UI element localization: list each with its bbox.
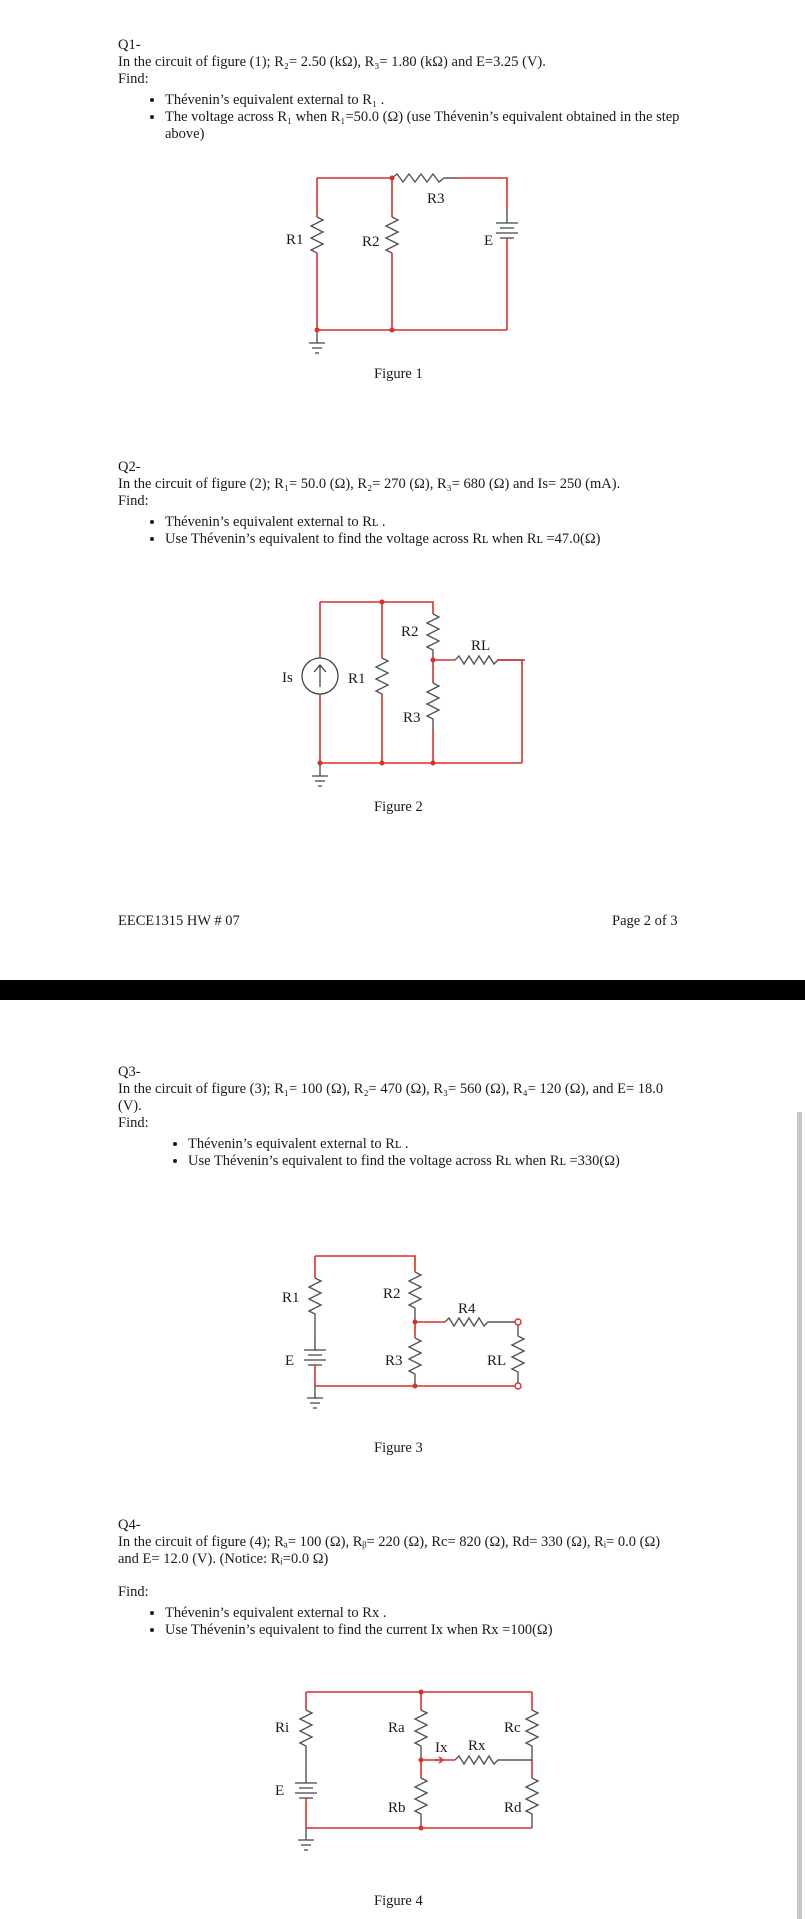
node-dot <box>419 1758 424 1763</box>
question-number: Q1- <box>118 37 141 53</box>
figure-3-caption: Figure 3 <box>374 1440 423 1456</box>
terminal-b <box>515 1383 521 1389</box>
task-list <box>118 514 718 548</box>
ri-resistor <box>300 1710 312 1768</box>
task-item: • Thévenin’s equivalent external to Rʟ . <box>188 1136 678 1153</box>
r3-resistor <box>392 174 458 182</box>
wire <box>458 178 507 210</box>
node-dot <box>315 328 320 333</box>
node-dot <box>419 1690 424 1695</box>
node-dot <box>413 1384 418 1389</box>
task-item: • Use Thévenin’s equivalent to find the voltage across Rʟ when Rʟ =47.0(Ω) <box>165 531 718 548</box>
node-dot <box>380 600 385 605</box>
label-rb: Rb <box>388 1800 406 1816</box>
node-dot <box>390 328 395 333</box>
label-r2: R2 <box>401 624 419 640</box>
rb-resistor <box>415 1778 427 1828</box>
terminal-a <box>515 1319 521 1325</box>
figure-2-caption: Figure 2 <box>374 799 423 815</box>
ground-icon <box>309 343 325 353</box>
current-direction-arrow-icon <box>435 1757 443 1763</box>
find-label: Find: <box>118 71 149 87</box>
task-item: • Thévenin’s equivalent external to R₁ . <box>165 92 718 109</box>
question-intro: In the circuit of figure (1); R₂= 2.50 (kΩ), R₃= 1.80 (kΩ) and E=3.25 (V). <box>118 54 546 70</box>
question-number: Q4- <box>118 1517 141 1533</box>
question-intro: In the circuit of figure (3); R₁= 100 (Ω), R₂= 470 (Ω), R₃= 560 (Ω), R₄= 120 (Ω), and E= 18.0 (V). <box>118 1081 664 1114</box>
question-2 <box>118 459 718 548</box>
label-ri: Ri <box>275 1720 290 1736</box>
r2-resistor <box>409 1272 421 1322</box>
label-r1: R1 <box>282 1290 300 1306</box>
label-r3: R3 <box>403 710 421 726</box>
label-rx: Rx <box>468 1738 486 1754</box>
question-4 <box>118 1517 678 1639</box>
figure-4-caption: Figure 4 <box>374 1893 423 1909</box>
r2-resistor <box>386 217 398 253</box>
page-separator <box>0 980 805 1000</box>
task-item: • Use Thévenin’s equivalent to find the current Ix when Rx =100(Ω) <box>165 1622 678 1639</box>
find-label: Find: <box>118 1115 149 1131</box>
question-number: Q3- <box>118 1064 141 1080</box>
footer-page-number: Page 2 of 3 <box>612 913 678 929</box>
ground-icon <box>312 776 328 786</box>
node-dot <box>318 761 323 766</box>
task-list <box>118 92 718 143</box>
ground-icon <box>307 1398 323 1408</box>
figure-1-circuit <box>270 165 530 365</box>
label-is: Is <box>282 670 293 686</box>
question-intro: In the circuit of figure (4); Rₐ= 100 (Ω), Rᵦ= 220 (Ω), Rc= 820 (Ω), Rd= 330 (Ω), Rᵢ= 0.0 (Ω) and E= 12.0 (V). (Notice: Rᵢ=0.0 Ω) <box>118 1534 661 1567</box>
label-r1: R1 <box>286 232 304 248</box>
figure-2-circuit <box>270 590 540 790</box>
ra-resistor <box>415 1710 427 1760</box>
wire <box>315 1256 415 1272</box>
r4-resistor <box>445 1318 515 1326</box>
figure-1-caption: Figure 1 <box>374 366 423 382</box>
wire <box>497 660 522 763</box>
label-rl: RL <box>471 638 491 654</box>
rl-resistor <box>512 1325 524 1383</box>
document-page-3 <box>0 1000 805 1919</box>
label-r4: R4 <box>458 1301 476 1317</box>
find-label: Find: <box>118 1584 149 1600</box>
e-battery-symbol <box>496 223 518 238</box>
question-number: Q2- <box>118 459 141 475</box>
r3-resistor <box>409 1338 421 1386</box>
question-intro: In the circuit of figure (2); R₁= 50.0 (Ω), R₂= 270 (Ω), R₃= 680 (Ω) and Is= 250 (mA). <box>118 476 621 492</box>
vertical-scrollbar[interactable] <box>797 1112 802 1919</box>
label-e: E <box>484 233 494 249</box>
task-list <box>118 1605 678 1639</box>
task-item: • Thévenin’s equivalent external to Rʟ . <box>165 514 718 531</box>
label-r3: R3 <box>385 1353 403 1369</box>
r2-resistor <box>427 614 439 660</box>
r1-resistor <box>309 1278 321 1336</box>
label-r2: R2 <box>362 234 380 250</box>
label-e: E <box>285 1353 295 1369</box>
label-rd: Rd <box>504 1800 522 1816</box>
figure-4-circuit <box>270 1680 550 1890</box>
r1-resistor <box>376 658 388 694</box>
node-dot <box>413 1320 418 1325</box>
task-item: • Thévenin’s equivalent external to Rx . <box>165 1605 678 1622</box>
node-dot <box>419 1826 424 1831</box>
question-3 <box>118 1064 678 1170</box>
e-battery-symbol <box>304 1350 326 1365</box>
node-dot <box>380 761 385 766</box>
find-label: Find: <box>118 493 149 509</box>
task-list <box>118 1136 678 1170</box>
rd-resistor <box>526 1778 538 1828</box>
arrow-up-icon <box>314 665 326 687</box>
label-r2: R2 <box>383 1286 401 1302</box>
task-item: • Use Thévenin’s equivalent to find the voltage across Rʟ when Rʟ =330(Ω) <box>188 1153 678 1170</box>
node-dot <box>431 761 436 766</box>
ground-icon <box>298 1840 314 1850</box>
label-rc: Rc <box>504 1720 521 1736</box>
e-battery-symbol <box>295 1783 317 1798</box>
label-rl: RL <box>487 1353 507 1369</box>
figure-3-circuit <box>270 1250 550 1440</box>
label-r1: R1 <box>348 671 366 687</box>
node-dot <box>390 176 395 181</box>
node-dot <box>431 658 436 663</box>
question-1 <box>118 37 718 143</box>
rx-resistor <box>455 1756 532 1764</box>
label-r3: R3 <box>427 191 445 207</box>
task-item: • The voltage across R₁ when R₁=50.0 (Ω) (use Thévenin’s equivalent obtained in the step above) <box>165 109 685 143</box>
label-ra: Ra <box>388 1720 405 1736</box>
r3-resistor <box>427 683 439 730</box>
label-e: E <box>275 1783 285 1799</box>
r1-resistor <box>311 217 323 253</box>
wire <box>320 602 433 614</box>
label-ix: Ix <box>435 1740 448 1756</box>
footer-course: EECE1315 HW # 07 <box>118 913 240 929</box>
rc-resistor <box>526 1710 538 1760</box>
